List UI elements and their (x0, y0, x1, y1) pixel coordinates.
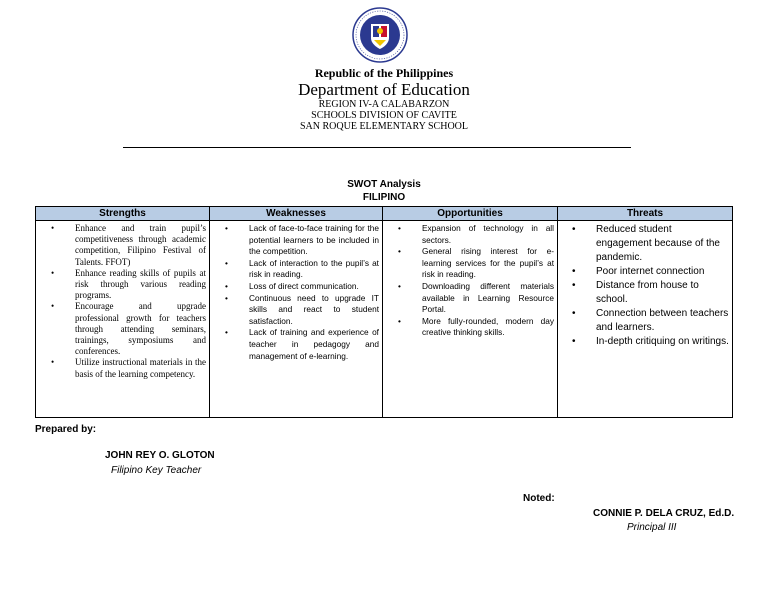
threats-list (558, 223, 729, 349)
list-item: • Expansion of technology in all sectors. (422, 223, 554, 246)
prepared-by-name: JOHN REY O. GLOTON (105, 450, 215, 461)
region-line: REGION IV-A CALABARZON (318, 99, 450, 110)
document-subject: FILIPINO (362, 192, 406, 203)
department-title: Department of Education (298, 80, 470, 99)
list-item: • Continuous need to upgrade IT skills and react to student satisfaction. (249, 293, 379, 328)
header-opportunities: Opportunities (383, 207, 558, 221)
opportunities-cell (383, 221, 558, 418)
list-item: • Lack of training and experience of teacher in pedagogy and management of e-learning. (249, 327, 379, 362)
opportunities-list (383, 223, 554, 339)
list-item: • Connection between teachers and learners. (596, 307, 729, 335)
noted-by-name: CONNIE P. DELA CRUZ, Ed.D. (593, 508, 735, 519)
document-title: SWOT Analysis (347, 179, 421, 190)
weaknesses-list (210, 223, 379, 362)
list-item: • Reduced student engagement because of the pandemic. (596, 223, 729, 265)
header-divider (123, 147, 631, 148)
list-item: • Poor internet connection (596, 265, 729, 279)
swot-header-row (36, 207, 733, 221)
threats-cell (558, 221, 733, 418)
list-item: • Downloading different materials available in Learning Resource Portal. (422, 281, 554, 316)
list-item: • More fully-rounded, modern day creative thinking skills. (422, 316, 554, 339)
noted-label: Noted: (523, 493, 555, 504)
prepared-by-role: Filipino Key Teacher (111, 465, 202, 476)
list-item: • In-depth critiquing on writings. (596, 335, 729, 349)
weaknesses-cell (210, 221, 383, 418)
strengths-cell (36, 221, 210, 418)
list-item: • General rising interest for e-learning services for the pupil’s at risk in reading. (422, 246, 554, 281)
list-item: • Utilize instructional materials in the basis of the learning competency. (75, 357, 206, 379)
swot-table (35, 206, 733, 418)
header-weaknesses: Weaknesses (210, 207, 383, 221)
list-item: • Loss of direct communication. (249, 281, 379, 293)
swot-content-row (36, 221, 733, 418)
list-item: • Enhance and train pupil’s competitiveness through academic competition, Filipino Festival of Talents. FFOT) (75, 223, 206, 268)
list-item: • Lack of face-to-face training for the potential learners to be included in the competition. (249, 223, 379, 258)
school-line: SAN ROQUE ELEMENTARY SCHOOL (300, 121, 468, 132)
division-line: SCHOOLS DIVISION OF CAVITE (311, 110, 457, 121)
noted-by-role: Principal III (627, 522, 677, 533)
strengths-list (36, 223, 206, 380)
republic-line: Republic of the Philippines (314, 66, 454, 80)
prepared-by-label: Prepared by: (35, 424, 97, 435)
list-item: • Distance from house to school. (596, 279, 729, 307)
list-item: • Enhance reading skills of pupils at risk through various reading programs. (75, 268, 206, 302)
header-threats: Threats (558, 207, 733, 221)
list-item: • Lack of interaction to the pupil’s at risk in reading. (249, 258, 379, 281)
list-item: • Encourage and upgrade professional growth for teachers through attending seminars, trainings, symposiums and conferences. (75, 301, 206, 357)
deped-seal-logo (352, 7, 408, 63)
header-strengths: Strengths (36, 207, 210, 221)
